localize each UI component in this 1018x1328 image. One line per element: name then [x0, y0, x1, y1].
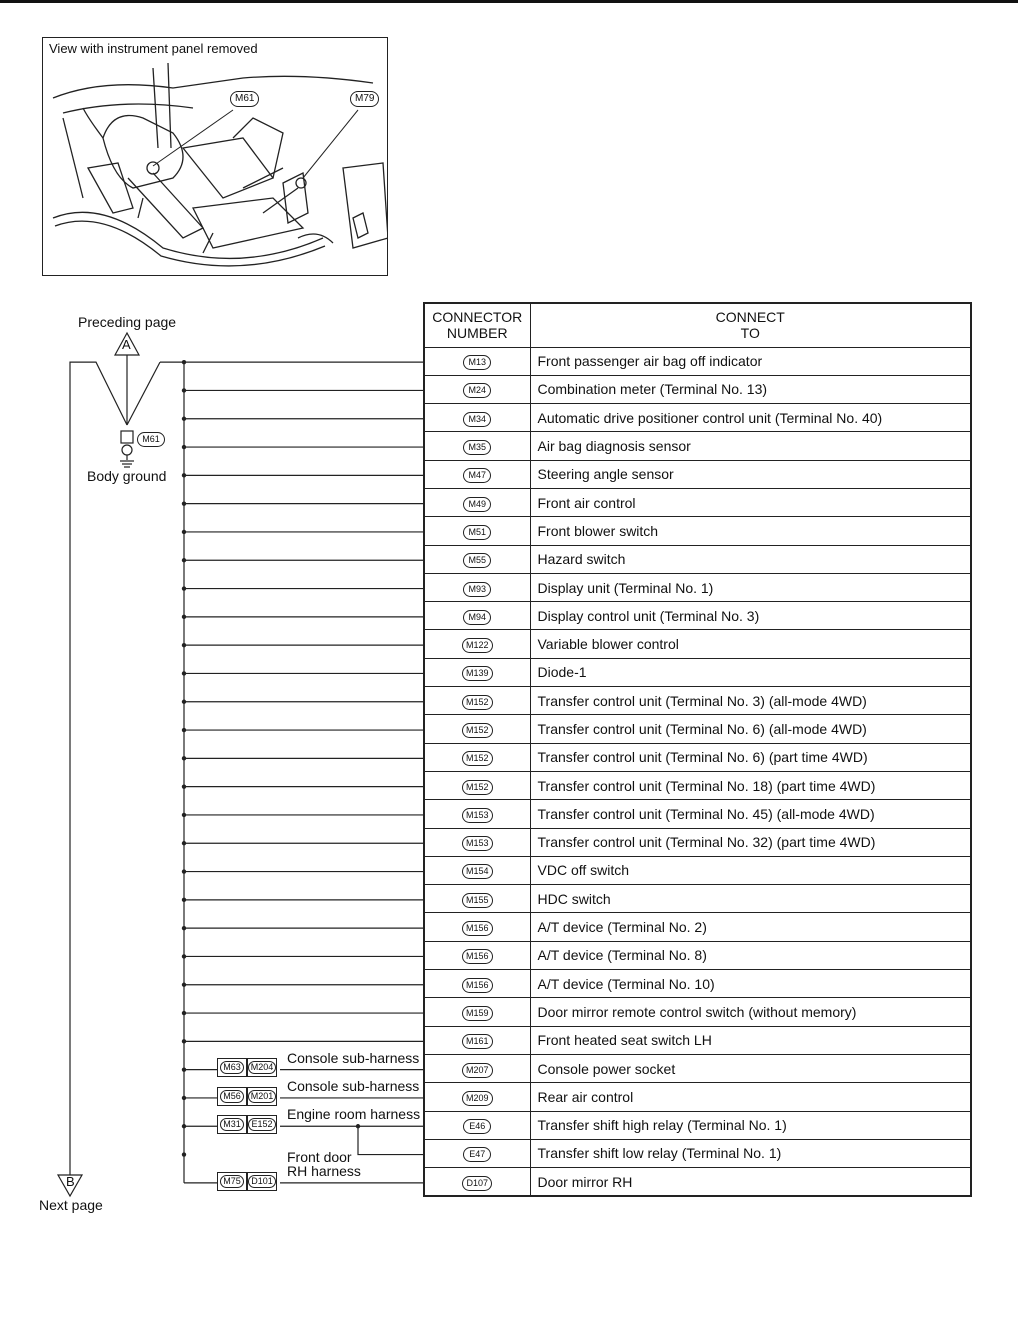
connector-number-cell: [424, 460, 530, 488]
connect-to-cell: VDC off switch: [530, 856, 971, 884]
table-row: [424, 517, 971, 545]
splice-dot: [182, 1011, 186, 1015]
connector-number: M93: [463, 582, 491, 597]
connect-to-cell: Front air control: [530, 488, 971, 516]
harness-connector-box: [217, 1058, 247, 1077]
table-row: [424, 743, 971, 771]
connector-number: M156: [462, 949, 493, 964]
preceding-page-label: Preceding page: [78, 314, 177, 330]
splice-dot: [356, 1124, 360, 1128]
body-ground-label: Body ground: [87, 468, 167, 484]
connect-to-cell: Door mirror remote control switch (without memory): [530, 998, 971, 1026]
connect-to-cell: Transfer control unit (Terminal No. 18) (part time 4WD): [530, 771, 971, 799]
connector-number: E47: [463, 1147, 491, 1162]
table-row: [424, 771, 971, 799]
table-row: [424, 545, 971, 573]
table-row: [424, 800, 971, 828]
connector-number: M153: [462, 836, 493, 851]
connector-number: M156: [462, 978, 493, 993]
table-row: [424, 885, 971, 913]
connector-number-cell: [424, 828, 530, 856]
splice-dot: [182, 841, 186, 845]
connector-number: M152: [462, 751, 493, 766]
connector-number: M152: [462, 780, 493, 795]
connector-number: M159: [462, 1006, 493, 1021]
header-text: CONNECT: [715, 309, 785, 326]
ground-connector-label: M61: [137, 432, 165, 447]
branch-wire: [358, 1126, 423, 1154]
harness-connector-box: [247, 1115, 277, 1134]
splice-dot: [182, 417, 186, 421]
connector-number: M13: [463, 355, 491, 370]
table-row: [424, 573, 971, 601]
connector-number-cell: [424, 573, 530, 601]
connector-number-cell: [424, 488, 530, 516]
connector-number: D107: [462, 1176, 492, 1191]
table-row: [424, 658, 971, 686]
table-header-row: [424, 303, 971, 347]
harness-label: RH harness: [287, 1163, 361, 1179]
table-row: [424, 998, 971, 1026]
connect-to-cell: Hazard switch: [530, 545, 971, 573]
connect-to-cell: Display unit (Terminal No. 1): [530, 573, 971, 601]
connect-to-cell: Transfer control unit (Terminal No. 6) (all-mode 4WD): [530, 715, 971, 743]
connector-number: M154: [462, 864, 493, 879]
connector-number-cell: [424, 771, 530, 799]
table-row: [424, 715, 971, 743]
harness-connector-box: [247, 1172, 277, 1191]
table-row: [424, 687, 971, 715]
harness-connector-pair: [217, 1172, 277, 1191]
connector-number-cell: [424, 913, 530, 941]
connect-to-cell: Front heated seat switch LH: [530, 1026, 971, 1054]
connector-number-cell: [424, 658, 530, 686]
connect-to-cell: Transfer control unit (Terminal No. 32) (part time 4WD): [530, 828, 971, 856]
connector-number-cell: [424, 687, 530, 715]
connect-to-cell: Automatic drive positioner control unit (Terminal No. 40): [530, 404, 971, 432]
splice-dot: [182, 643, 186, 647]
connector-number-cell: [424, 1054, 530, 1082]
connector-number-cell: [424, 602, 530, 630]
connect-to-cell: Display control unit (Terminal No. 3): [530, 602, 971, 630]
table-row: [424, 1083, 971, 1111]
connect-to-cell: Door mirror RH: [530, 1168, 971, 1196]
harness-connector-pair: [217, 1087, 277, 1106]
table-row: [424, 488, 971, 516]
next-page-label: Next page: [39, 1197, 103, 1213]
splice-dot: [182, 388, 186, 392]
splice-dot: [182, 501, 186, 505]
connector-number: M155: [462, 893, 493, 908]
splice-dot: [182, 869, 186, 873]
splice-dot: [182, 898, 186, 902]
table-row: [424, 1026, 971, 1054]
splice-dot: [182, 954, 186, 958]
header-text: TO: [740, 325, 760, 342]
splice-dot: [182, 784, 186, 788]
connect-to-cell: Transfer control unit (Terminal No. 45) (all-mode 4WD): [530, 800, 971, 828]
splice-dot: [182, 473, 186, 477]
harness-connector-box: [217, 1087, 247, 1106]
connector-number: M153: [462, 808, 493, 823]
connector-number-cell: [424, 970, 530, 998]
connector-number: M161: [462, 1034, 493, 1049]
connect-to-cell: Air bag diagnosis sensor: [530, 432, 971, 460]
connect-to-cell: A/T device (Terminal No. 10): [530, 970, 971, 998]
splice-dot: [182, 1152, 186, 1156]
connector-number-cell: [424, 1168, 530, 1196]
connect-to-cell: Variable blower control: [530, 630, 971, 658]
harness-connector-label: M63: [220, 1061, 244, 1074]
next-marker: B: [66, 1174, 75, 1189]
connect-to-cell: Transfer control unit (Terminal No. 6) (part time 4WD): [530, 743, 971, 771]
harness-label: Engine room harness: [287, 1106, 421, 1122]
harness-label: Console sub-harness: [287, 1078, 420, 1094]
header-text: NUMBER: [446, 325, 508, 342]
table-row: [424, 1139, 971, 1167]
header-text: CONNECTOR: [432, 309, 523, 326]
harness-connector-box: [247, 1087, 277, 1106]
harness-connector-label: M204: [248, 1061, 277, 1074]
connector-number: M34: [463, 412, 491, 427]
connector-number-cell: [424, 1139, 530, 1167]
connector-number-cell: [424, 998, 530, 1026]
connector-number: M139: [462, 666, 493, 681]
connector-number-cell: [424, 1026, 530, 1054]
splice-dot: [182, 445, 186, 449]
splice-dot: [182, 1124, 186, 1128]
harness-connector-label: M56: [220, 1090, 244, 1103]
splice-dot: [182, 615, 186, 619]
splice-dot: [182, 700, 186, 704]
table-row: [424, 347, 971, 375]
connector-number: E46: [463, 1119, 491, 1134]
splice-dot: [182, 1039, 186, 1043]
connect-to-cell: Rear air control: [530, 1083, 971, 1111]
connector-number-cell: [424, 404, 530, 432]
connector-number: M51: [463, 525, 491, 540]
preceding-marker: A: [122, 337, 131, 352]
harness-connector-box: [217, 1172, 247, 1191]
table-row: [424, 630, 971, 658]
connect-to-cell: Transfer shift high relay (Terminal No. 1): [530, 1111, 971, 1139]
harness-connector-pair: [217, 1115, 277, 1134]
connector-number: M152: [462, 695, 493, 710]
connector-number-cell: [424, 517, 530, 545]
connector-table: [423, 302, 972, 1197]
ground-eyelet: [122, 445, 132, 455]
harness-connector-box: [217, 1115, 247, 1134]
table-row: [424, 375, 971, 403]
harness-label: Front door: [287, 1149, 352, 1165]
table-row: [424, 1054, 971, 1082]
connector-number-cell: [424, 743, 530, 771]
connector-number-cell: [424, 1083, 530, 1111]
connect-to-cell: Front blower switch: [530, 517, 971, 545]
connector-number-cell: [424, 885, 530, 913]
table-row: [424, 1111, 971, 1139]
connector-number-cell: [424, 800, 530, 828]
connect-to-cell: Diode-1: [530, 658, 971, 686]
harness-connector-pair: [217, 1058, 277, 1077]
connect-to-cell: Console power socket: [530, 1054, 971, 1082]
connector-number: M207: [462, 1063, 493, 1078]
table-row: [424, 602, 971, 630]
splice-dot: [182, 671, 186, 675]
ground-connector-tag: [137, 429, 165, 447]
harness-connector-label: E152: [248, 1118, 275, 1131]
connector-number-cell: [424, 375, 530, 403]
table-row: [424, 404, 971, 432]
connector-number-cell: [424, 1111, 530, 1139]
connect-to-cell: Front passenger air bag off indicator: [530, 347, 971, 375]
table-row: [424, 913, 971, 941]
splice-dot: [182, 530, 186, 534]
splice-dot: [182, 1067, 186, 1071]
header-connect-to: [530, 303, 971, 347]
connector-number: M55: [463, 553, 491, 568]
harness-connector-label: D101: [248, 1175, 276, 1188]
splice-dot: [182, 813, 186, 817]
ground-wire: [127, 362, 160, 425]
connector-number: M209: [462, 1091, 493, 1106]
illustration-caption: View with instrument panel removed: [49, 41, 258, 56]
connect-to-cell: A/T device (Terminal No. 8): [530, 941, 971, 969]
connect-to-cell: Transfer shift low relay (Terminal No. 1): [530, 1139, 971, 1167]
connector-number: M24: [463, 383, 491, 398]
connector-number-cell: [424, 432, 530, 460]
table-row: [424, 432, 971, 460]
connect-to-cell: HDC switch: [530, 885, 971, 913]
splice-dot: [182, 926, 186, 930]
connect-to-cell: Transfer control unit (Terminal No. 3) (all-mode 4WD): [530, 687, 971, 715]
connector-number-cell: [424, 941, 530, 969]
connector-number-cell: [424, 856, 530, 884]
harness-connector-label: M75: [220, 1175, 244, 1188]
table-row: [424, 828, 971, 856]
connect-to-cell: Steering angle sensor: [530, 460, 971, 488]
splice-dot: [182, 756, 186, 760]
harness-connector-label: M201: [248, 1090, 277, 1103]
splice-dot: [182, 983, 186, 987]
harness-label: Console sub-harness: [287, 1050, 420, 1066]
ground-wire: [70, 362, 127, 1175]
connector-number: M152: [462, 723, 493, 738]
connector-number: M49: [463, 497, 491, 512]
connect-to-cell: A/T device (Terminal No. 2): [530, 913, 971, 941]
ground-terminal-box: [121, 431, 133, 443]
connector-tag-m79: M79: [350, 91, 379, 107]
harness-connector-label: M31: [220, 1118, 244, 1131]
harness-connector-box: [247, 1058, 277, 1077]
connector-number-cell: [424, 545, 530, 573]
splice-dot: [182, 1096, 186, 1100]
connector-number: M156: [462, 921, 493, 936]
table-row: [424, 970, 971, 998]
table-row: [424, 856, 971, 884]
connector-number: M47: [463, 468, 491, 483]
table-row: [424, 1168, 971, 1196]
connector-number: M94: [463, 610, 491, 625]
connect-to-cell: Combination meter (Terminal No. 13): [530, 375, 971, 403]
splice-dot: [182, 728, 186, 732]
table-row: [424, 941, 971, 969]
connector-number: M122: [462, 638, 493, 653]
connector-number-cell: [424, 715, 530, 743]
connector-number-cell: [424, 630, 530, 658]
table-row: [424, 460, 971, 488]
connector-number: M35: [463, 440, 491, 455]
connector-tag-m61: M61: [230, 91, 259, 107]
splice-dot: [182, 558, 186, 562]
connector-number-cell: [424, 347, 530, 375]
header-connector-number: [424, 303, 530, 347]
splice-dot: [182, 586, 186, 590]
